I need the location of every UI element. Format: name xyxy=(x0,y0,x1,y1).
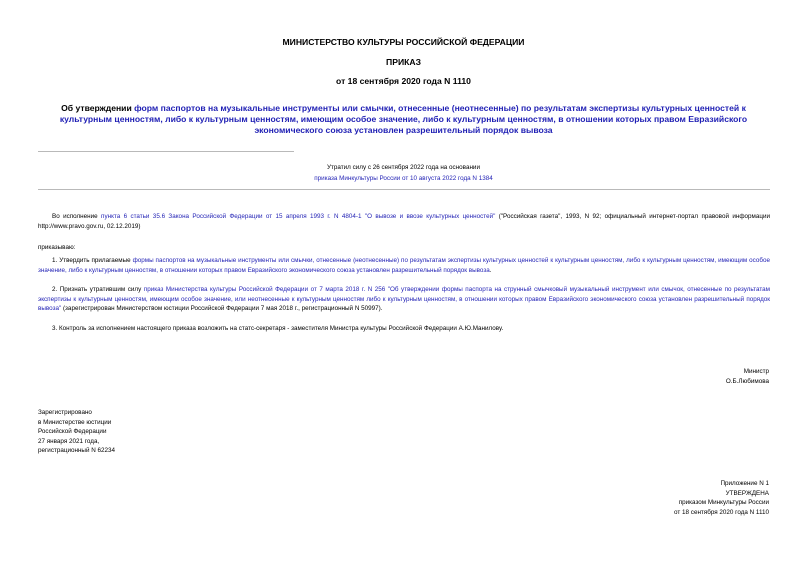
item1-forms-link[interactable]: формы паспортов на музыкальные инструменты или смычки, отнесенные (неотнесенные) по результатам экспертизы культурных ценностей к культурным ценностям, либо к культурным ценностям, имеющим особое значение, либо к культурным ценностям, в отношении которых правом Евразийского экономического союза установлен разрешительный порядок вывоза xyxy=(38,257,770,274)
order-item-1 xyxy=(38,256,770,275)
item1-end: . xyxy=(489,266,492,274)
signature-name: О.Б.Любимова xyxy=(725,378,769,385)
item1-start: 1. Утвердить прилагаемые xyxy=(52,257,133,264)
registration-line-4: 27 января 2021 года, xyxy=(38,437,100,445)
preamble-start: Во исполнение xyxy=(52,213,102,220)
subject-prefix: Об утверждении xyxy=(61,103,135,113)
registration-line-1: Зарегистрировано xyxy=(38,409,92,416)
registration-line-5: регистрационный N 62234 xyxy=(38,447,116,455)
subject-link[interactable]: форм паспортов на музыкальные инструменты или смычки, отнесенные (неотнесенные) по результатам экспертизы культурных ценностей к культурным ценностям, либо к культурным ценностям, имеющим особое значение, либо к культурным ценностям, в отношении которых правом Евразийского экономического союза установлен разрешительный порядок вывоза xyxy=(59,103,748,135)
document-subject xyxy=(50,103,757,136)
preamble-law-link[interactable]: пункта 6 статьи 35.6 Закона Российской Федерации от 15 апреля 1993 г. N 4804-1 "О вывозе и ввозе культурных ценностей" xyxy=(101,213,496,220)
registration-line-2: в Министерстве юстиции xyxy=(38,418,112,426)
document-type: ПРИКАЗ xyxy=(386,57,421,67)
preamble-paragraph xyxy=(38,212,770,231)
item2-end: (зарегистрирован Министерством юстиции Российской Федерации 7 мая 2018 г., регистрационный N 50997). xyxy=(61,305,383,313)
order-item-3: 3. Контроль за исполнением настоящего приказа возложить на статс-секретаря - заместителя Министра культуры Российской Федерации А.Ю.Манилову. xyxy=(52,325,504,332)
status-note-link[interactable]: приказа Минкультуры России от 10 августа 2022 года N 1384 xyxy=(314,175,493,182)
registration-line-3: Российской Федерации xyxy=(38,428,107,436)
order-item-2 xyxy=(38,285,770,314)
item2-start: 2. Признать утратившим силу xyxy=(52,286,144,293)
order-word: приказываю: xyxy=(38,244,76,251)
preamble-end: ("Российская газета", 1993, N 92; официальный интернет-портал правовой информации http://www.pravo.gov.ru, 02.12.2019) xyxy=(38,213,770,230)
appendix-line-3: приказом Минкультуры России xyxy=(678,499,769,507)
item2-order-link[interactable]: приказ Министерства культуры Российской Федерации от 7 марта 2018 г. N 256 "Об утверждении формы паспорта на струнный смычковый музыкальный инструмент или смычок, отнесенные по результатам экспертизы к культурным ценностям, имеющим особое значение, или неотнесенные к культурным ценностям либо к культурным ценностям, в отношении которых правом Евразийского экономического союза установлен разрешительный порядок вывоза" xyxy=(38,286,770,313)
appendix-block xyxy=(674,479,769,517)
registration-block xyxy=(38,408,115,456)
signature-position: Министр xyxy=(743,368,769,375)
appendix-line-2: УТВЕРЖДЕНА xyxy=(725,489,769,497)
document-date-number: от 18 сентября 2020 года N 1110 xyxy=(336,76,471,86)
status-note-line1: Утратил силу с 26 сентября 2022 года на основании xyxy=(327,164,480,171)
appendix-line-1: Приложение N 1 xyxy=(720,480,769,487)
appendix-line-4: от 18 сентября 2020 года N 1110 xyxy=(674,508,769,516)
ministry-title: МИНИСТЕРСТВО КУЛЬТУРЫ РОССИЙСКОЙ ФЕДЕРАЦИИ xyxy=(282,37,525,47)
divider-short xyxy=(38,151,294,152)
divider-long xyxy=(38,189,770,190)
